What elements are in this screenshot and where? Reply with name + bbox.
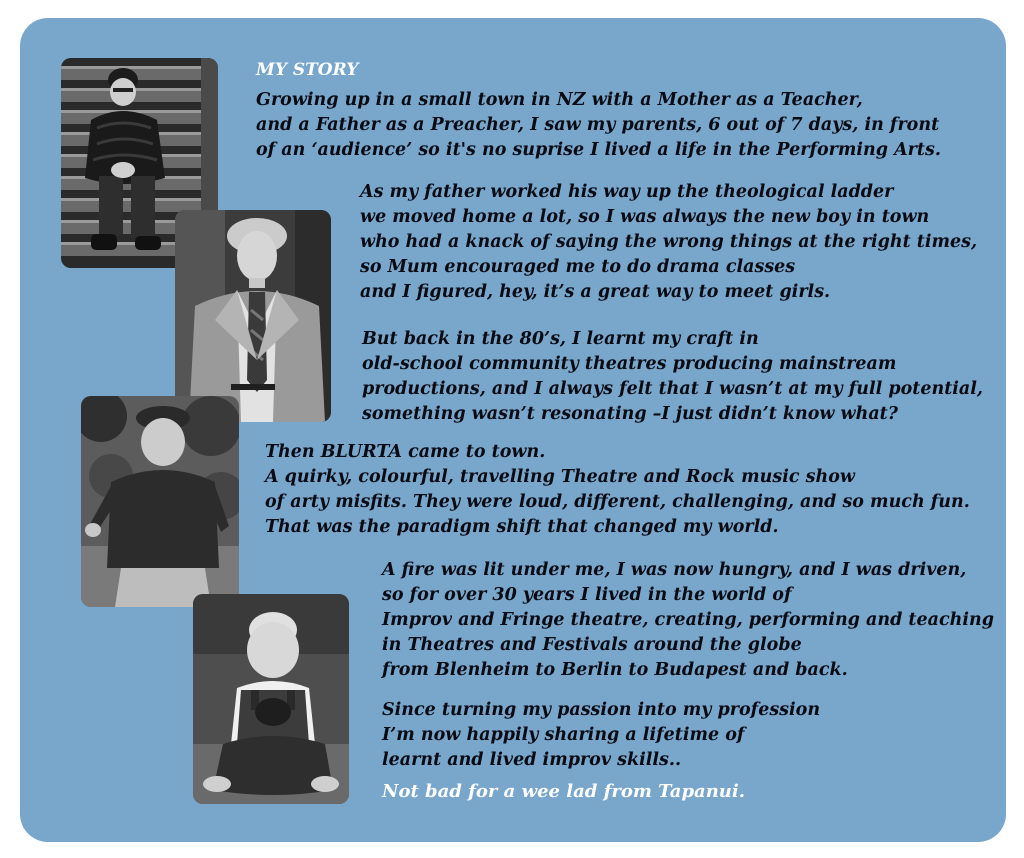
text-line: of arty misfits. They were loud, different, challenging, and so much fun. bbox=[265, 492, 970, 512]
text-line: so for over 30 years I lived in the world of bbox=[382, 585, 792, 605]
paragraph-blurta bbox=[265, 440, 970, 540]
text-line: A quirky, colourful, travelling Theatre and Rock music show bbox=[265, 467, 855, 487]
text-line: I’m now happily sharing a lifetime of bbox=[382, 725, 745, 745]
text-line: from Blenheim to Berlin to Budapest and back. bbox=[382, 660, 848, 680]
paragraph-growing-up bbox=[256, 88, 941, 163]
paragraph-back-in-the-80s bbox=[362, 327, 983, 427]
text-line: of an ‘audience’ so it's no suprise I lived a life in the Performing Arts. bbox=[256, 140, 941, 160]
paragraph-fire-was-lit bbox=[382, 558, 994, 683]
photo-baby-on-grass-image bbox=[193, 594, 349, 804]
photo-teen-in-suit-image bbox=[175, 210, 331, 422]
text-line: and a Father as a Preacher, I saw my parents, 6 out of 7 days, in front bbox=[256, 115, 940, 135]
closing-line: Not bad for a wee lad from Tapanui. bbox=[382, 781, 745, 802]
story-heading: MY STORY bbox=[256, 60, 359, 80]
text-line: As my father worked his way up the theological ladder bbox=[360, 182, 894, 202]
text-line: Then BLURTA came to town. bbox=[265, 442, 546, 462]
text-line: productions, and I always felt that I wasn’t at my full potential, bbox=[362, 379, 984, 399]
text-line: so Mum encouraged me to do drama classes bbox=[360, 257, 796, 277]
photo-teen-in-suit bbox=[175, 210, 331, 422]
text-line: Since turning my passion into my profession bbox=[382, 700, 821, 720]
text-line: old-school community theatres producing mainstream bbox=[362, 354, 897, 374]
photo-baby-on-grass bbox=[193, 594, 349, 804]
text-line: Growing up in a small town in NZ with a Mother as a Teacher, bbox=[256, 90, 863, 110]
text-line: learnt and lived improv skills.. bbox=[382, 750, 682, 770]
text-line: But back in the 80’s, I learnt my craft in bbox=[362, 329, 759, 349]
text-line: Improv and Fringe theatre, creating, performing and teaching bbox=[382, 610, 994, 630]
text-line: we moved home a lot, so I was always the new boy in town bbox=[360, 207, 930, 227]
text-line: A fire was lit under me, I was now hungry, and I was driven, bbox=[382, 560, 967, 580]
text-line: and I figured, hey, it’s a great way to meet girls. bbox=[360, 282, 831, 302]
text-line: That was the paradigm shift that changed my world. bbox=[265, 517, 779, 537]
photo-child-with-cap bbox=[81, 396, 239, 607]
text-line: in Theatres and Festivals around the globe bbox=[382, 635, 802, 655]
paragraph-passion-profession bbox=[382, 698, 820, 773]
photo-child-with-cap-image bbox=[81, 396, 239, 607]
text-line: something wasn’t resonating –I just didn’t know what? bbox=[362, 404, 899, 424]
text-line: who had a knack of saying the wrong things at the right times, bbox=[360, 232, 978, 252]
paragraph-moving-home bbox=[360, 180, 977, 305]
